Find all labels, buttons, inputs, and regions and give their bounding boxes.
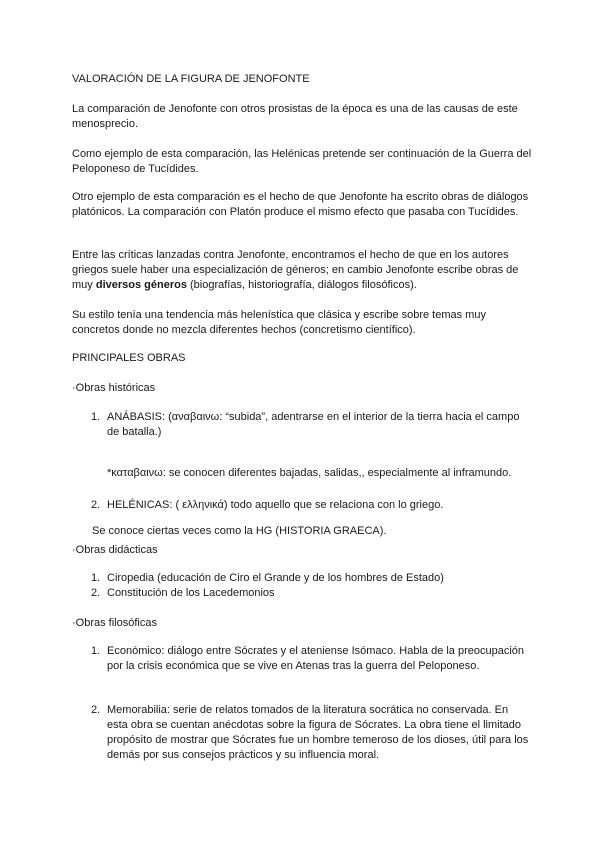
heading-principales-obras: PRINCIPALES OBRAS (72, 352, 186, 364)
list-item-ciropedia (91, 571, 531, 586)
list-text: Ciropedia (educación de Ciro el Grande y de los hombres de Estado) (107, 572, 444, 584)
paragraph-comparacion: La comparación de Jenofonte con otros prosistas de la época es una de las causas de este menosprecio. (72, 103, 518, 130)
paragraph-criticas-text-1: Entre las críticas lanzadas contra Jenofonte, encontramos el hecho de que en los autores griegos suele haber una especialización de géneros; en cambio Jenofonte escribe obras de muy (72, 249, 519, 291)
list-text: HELÉNICAS: ( ελληνικά) todo aquello que se relaciona con lo griego. (107, 499, 444, 511)
list-number: 1. (91, 572, 101, 584)
heading-obras-filosoficas: ·Obras filosóficas (72, 617, 157, 629)
document-title: VALORACIÓN DE LA FIGURA DE JENOFONTE (72, 73, 310, 85)
list-number: 2. (91, 587, 101, 599)
heading-obras-didacticas: ·Obras didácticas (72, 544, 158, 556)
helenicas-continuation: Se conoce ciertas veces como la HG (HISTORIA GRAECA). (92, 525, 387, 537)
paragraph-criticas-bold: diversos géneros (95, 279, 187, 291)
note-katabaino: *καταβαινω: se conocen diferentes bajadas, salidas,, especialmente al inframundo. (107, 467, 512, 479)
list-item-memorabilia (91, 703, 531, 763)
list-text: Económico: diálogo entre Sócrates y el ateniense Isómaco. Habla de la preocupación por la crisis económica que se vive en Atenas tras la guerra del Peloponeso. (107, 645, 525, 672)
paragraph-helenicas: Como ejemplo de esta comparación, las Helénicas pretende ser continuación de la Guerra del Peloponeso de Tucídides. (72, 148, 532, 175)
list-item-helenicas (91, 498, 531, 513)
list-text: Constitución de los Lacedemonios (107, 587, 275, 599)
list-item-constitucion (91, 586, 531, 601)
list-text: Memorabilia: serie de relatos tomados de la literatura socrática no conservada. En esta obra se cuentan anécdotas sobre la figura de Sócrates. La obra tiene el limitado propósito de mostrar que Sócrates fue un hombre temeroso de los dioses, útil para los demás por sus consejos prácticos y su influencia moral. (107, 704, 529, 761)
list-number: 1. (91, 645, 101, 657)
heading-obras-historicas: ·Obras históricas (72, 382, 156, 394)
list-item-anabasis (91, 410, 531, 440)
paragraph-criticas (72, 248, 532, 293)
list-number: 2. (91, 704, 101, 716)
list-text: ANÁBASIS: (αναβαινω: “subida”, adentrarse en el interior de la tierra hacia el campo de batalla.) (107, 411, 520, 438)
list-number: 1. (91, 411, 101, 423)
list-number: 2. (91, 499, 101, 511)
paragraph-dialogos: Otro ejemplo de esta comparación es el hecho de que Jenofonte ha escrito obras de diálogos platónicos. La comparación con Platón produce el mismo efecto que pasaba con Tucídides. (72, 191, 529, 218)
paragraph-estilo: Su estilo tenía una tendencia más helenística que clásica y escribe sobre temas muy concretos donde no mezcla diferentes hechos (concretismo científico). (72, 309, 486, 336)
list-item-economico (91, 644, 531, 674)
paragraph-criticas-text-2: (biografías, historiografía, diálogos filosóficos). (186, 279, 417, 291)
